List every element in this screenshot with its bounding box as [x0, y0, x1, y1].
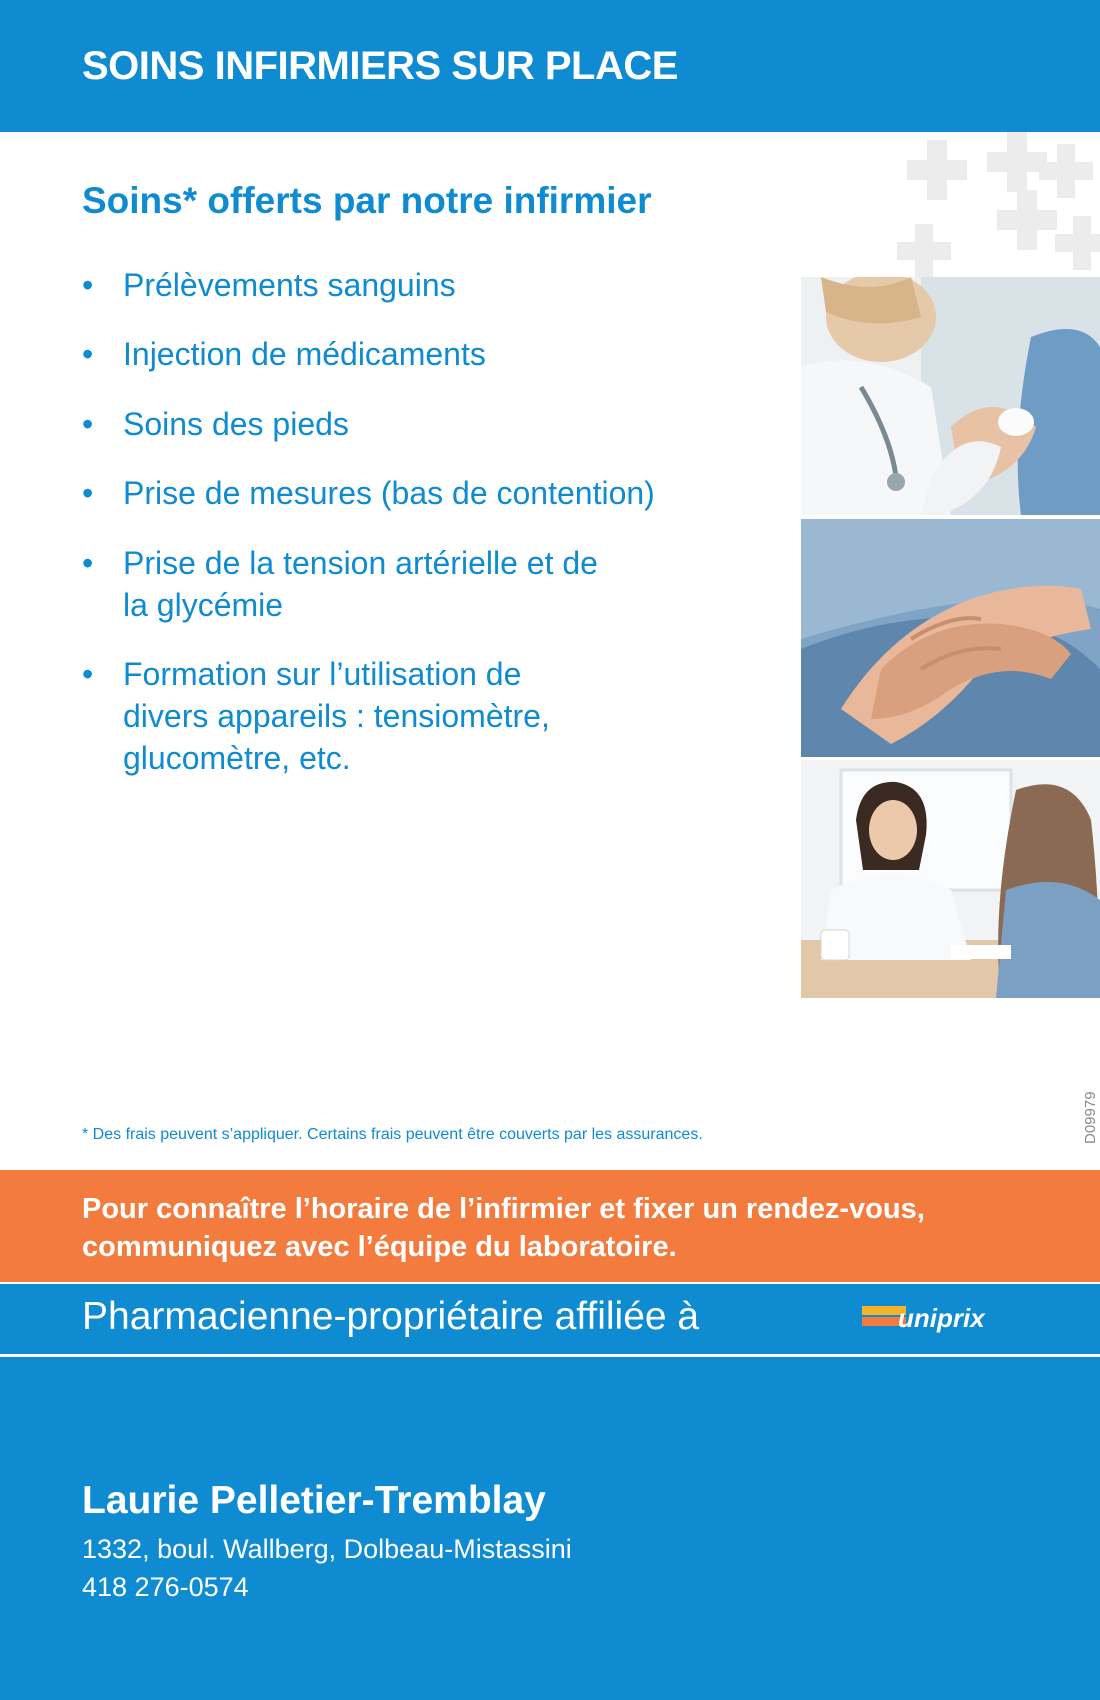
affiliation-text: Pharmacienne-propriétaire affiliée à	[82, 1295, 700, 1338]
list-item-text: glucomètre, etc.	[123, 740, 351, 776]
list-item	[82, 264, 803, 306]
appointment-line: Pour connaître l’horaire de l’infirmier et fixer un rendez-vous,	[82, 1193, 925, 1225]
medical-cross-icon	[895, 132, 1100, 282]
uniprix-logo	[862, 1300, 1017, 1340]
pharmacy-info	[0, 1357, 1100, 1700]
bullet: •	[82, 406, 94, 442]
appointment-text	[82, 1190, 1062, 1266]
bullet: •	[82, 336, 94, 372]
pharmacy-address: 1332, boul. Wallberg, Dolbeau-Mistassini	[82, 1534, 572, 1564]
affiliation-banner	[0, 1284, 1100, 1354]
pharmacist-name: Laurie Pelletier-Tremblay	[82, 1479, 546, 1522]
services-heading: Soins* offerts par notre infirmier	[82, 180, 652, 221]
bullet: •	[82, 267, 94, 303]
list-item	[82, 472, 803, 514]
bullet: •	[82, 475, 94, 511]
document-code: D09979	[1082, 1091, 1099, 1144]
list-item-text: la glycémie	[123, 587, 284, 623]
photo-hands	[801, 519, 1100, 757]
list-item	[82, 542, 803, 626]
bullet: •	[82, 545, 94, 581]
footnote: * Des frais peuvent s’appliquer. Certains frais peuvent être couverts par les assurances.	[82, 1126, 703, 1143]
pharmacy-phone: 418 276-0574	[82, 1572, 249, 1602]
brand-text: uniprix	[898, 1303, 985, 1333]
photo-injection	[801, 277, 1100, 515]
photo-consultation	[801, 760, 1100, 998]
list-item-text: Formation sur l’utilisation de	[123, 656, 522, 692]
list-item-text: Soins des pieds	[123, 406, 349, 442]
list-item-text: Injection de médicaments	[123, 336, 486, 372]
list-item	[82, 653, 803, 779]
list-item-text: Prise de mesures (bas de contention)	[123, 475, 655, 511]
header-banner	[0, 0, 1100, 132]
list-item-text: Prise de la tension artérielle et de	[123, 545, 598, 581]
appointment-banner	[0, 1170, 1100, 1282]
page-title: SOINS INFIRMIERS SUR PLACE	[82, 44, 678, 88]
list-item	[82, 403, 803, 445]
appointment-line: communiquez avec l’équipe du laboratoire.	[82, 1231, 677, 1263]
list-item-text: Prélèvements sanguins	[123, 267, 456, 303]
list-item	[82, 333, 803, 375]
list-item-text: divers appareils : tensiomètre,	[123, 698, 550, 734]
bullet: •	[82, 656, 94, 692]
